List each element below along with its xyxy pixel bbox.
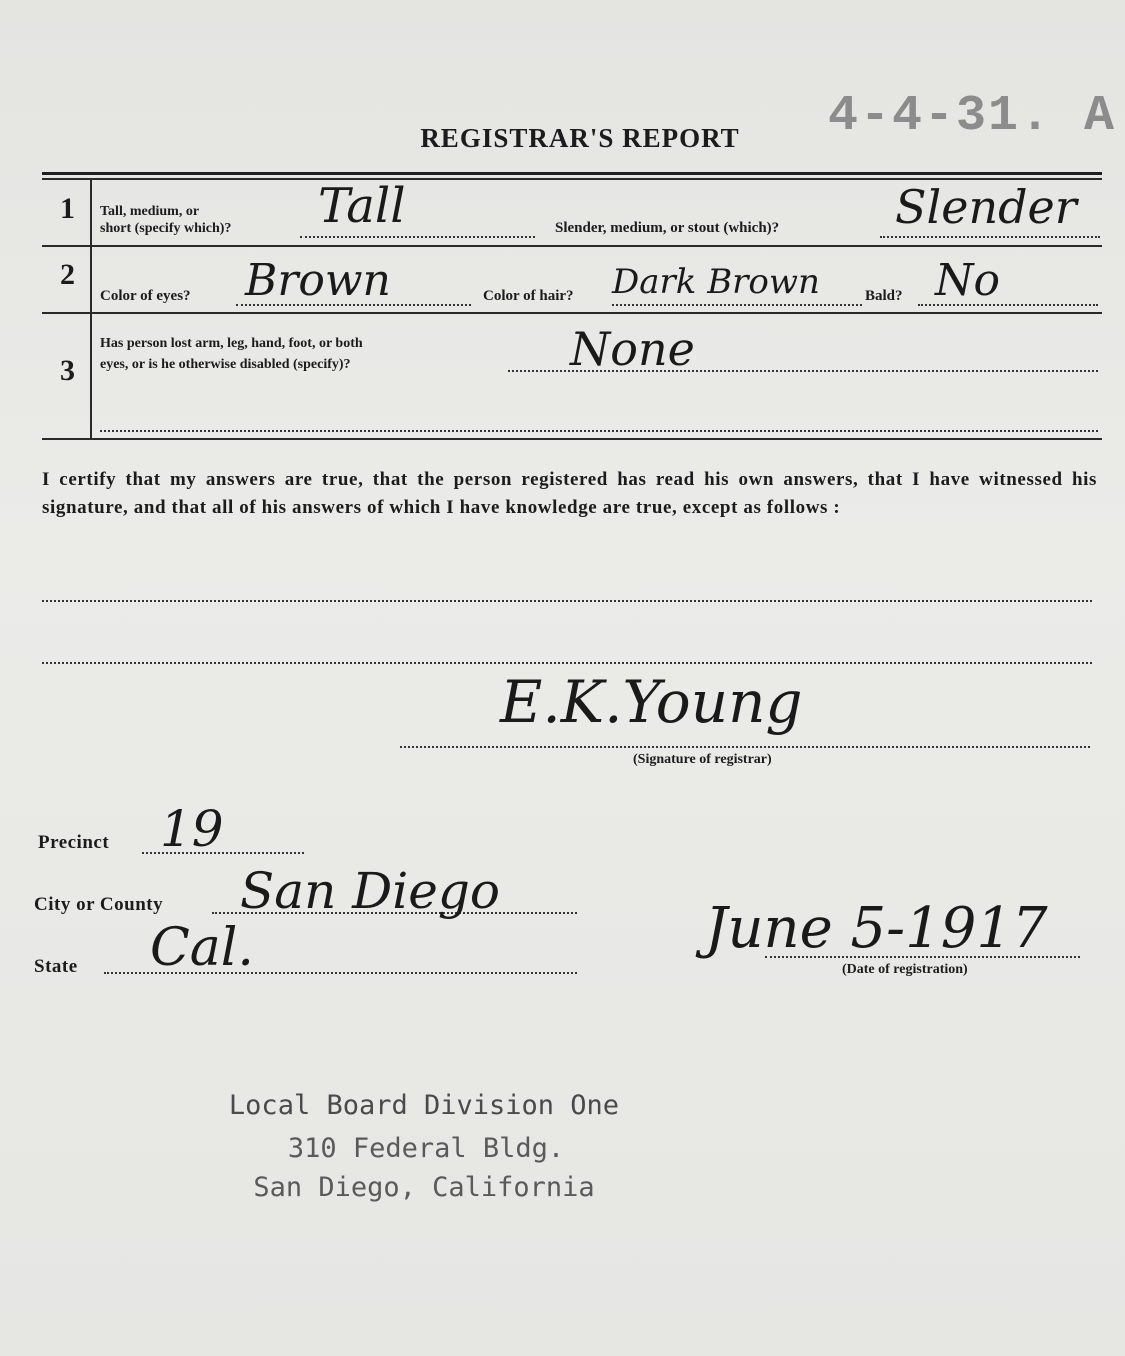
report-title: REGISTRAR'S REPORT [420, 123, 740, 153]
row-1-divider [42, 245, 1102, 247]
disability-answer: None [570, 322, 695, 376]
row-number-1: 1 [60, 192, 75, 225]
weight-answer: Slender [895, 180, 1077, 234]
hair-answer-line [612, 304, 862, 306]
bald-answer: No [935, 255, 1000, 306]
card-serial-stamp: 4-4-31. A [828, 88, 1117, 145]
build-answer-line [300, 236, 535, 238]
row-number-3: 3 [60, 354, 75, 387]
weight-answer-line [880, 236, 1100, 238]
row-2-divider [42, 312, 1102, 314]
row-number-2: 2 [60, 258, 75, 291]
precinct-label: Precinct [38, 832, 110, 853]
signature-line [400, 746, 1090, 748]
date-caption: (Date of registration) [842, 962, 968, 977]
height-answer: Tall [318, 178, 406, 234]
build-question-line2: short (specify which)? [100, 221, 232, 236]
board-stamp-line2: 310 Federal Bldg. [287, 1133, 565, 1164]
exceptions-line-1 [42, 600, 1092, 602]
weight-question: Slender, medium, or stout (which)? [555, 220, 780, 236]
number-column-divider [90, 178, 92, 440]
city-value: San Diego [240, 862, 500, 920]
state-label: State [34, 956, 78, 977]
precinct-value: 19 [160, 800, 224, 858]
disability-extra-line [100, 430, 1098, 432]
bald-question: Bald? [865, 288, 903, 304]
registrar-signature: E.K.Young [500, 668, 803, 736]
exceptions-line-2 [42, 662, 1092, 664]
top-rule [42, 172, 1102, 175]
city-label: City or County [34, 894, 164, 915]
certification-text: I certify that my answers are true, that the person registered has read his own answers, that I have witnessed his signature, and that all of his answers of which I have knowledge are true, except as follows : [42, 469, 1097, 518]
hair-answer: Dark Brown [612, 262, 820, 302]
table-bottom-rule [42, 438, 1102, 440]
board-stamp-line1: Local Board Division One [228, 1090, 620, 1121]
hair-question: Color of hair? [483, 288, 574, 304]
disability-question-line1: Has person lost arm, leg, hand, foot, or both [100, 336, 363, 351]
disability-question-line2: eyes, or is he otherwise disabled (specify)? [100, 357, 351, 372]
eyes-question: Color of eyes? [100, 288, 191, 304]
date-line [765, 956, 1080, 958]
eyes-answer: Brown [245, 255, 391, 306]
signature-caption: (Signature of registrar) [633, 752, 772, 767]
registration-date: June 5-1917 [705, 896, 1048, 961]
board-stamp-line3: San Diego, California [253, 1172, 595, 1203]
build-question-line1: Tall, medium, or [100, 204, 200, 219]
state-value: Cal. [150, 918, 254, 978]
